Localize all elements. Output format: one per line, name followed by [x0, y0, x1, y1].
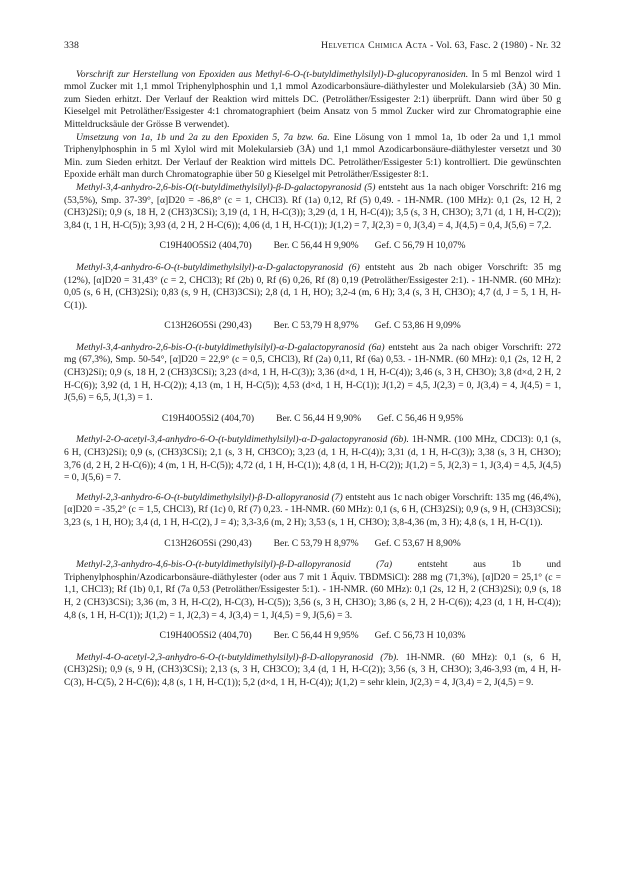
paragraph-compound-6 — [64, 262, 561, 312]
found-values: Gef. C 56,79 H 10,07% — [374, 240, 466, 252]
paragraph-compound-7b — [64, 652, 561, 690]
paragraph-compound-6b — [64, 434, 561, 484]
calculated-values: Ber. C 56,44 H 9,90% — [273, 240, 359, 252]
elemental-analysis-6 — [64, 320, 561, 333]
calculated-values: Ber. C 53,79 H 8,97% — [273, 320, 359, 332]
found-values: Gef. C 56,73 H 10,03% — [374, 630, 466, 642]
paragraph-body: entsteht aus 1a nach obiger Vorschrift: 216 mg (53,5%), Smp. 37-39°, [α]D20 = -86,8° (c = 1, CHCl3). Rf (1a) 0,12, Rf (5) 0,49. - 1H-NMR. (100 MHz): 0,1 (2s, 12 H, 2 (CH3)2Si); 0,9 (s, 18 H, 2 (CH3)3CSi); 3,19 (d, 1 H, H-C(3)); 3,29 (d, 1 H, H-C(4)); 3,5 (s, 3 H, CH3O); 3,71 (d, 1 H, H-C(2)); 3,84 (t, 1 H, H-C(5)); 3,93 (d, 2 H, 2 H-C(6)); 4,06 (d, 1 H, H-C(1)); J(1,2) = 7, J(2,3) = 0, J(3,4) = 4, J(4,5) = 0,4, J(5,6) = 7,2. — [64, 181, 561, 231]
page-number: 338 — [64, 40, 79, 51]
paragraph-body: 1H-NMR. (60 MHz): 0,1 (s, 6 H, (CH3)2Si); 0,9 (s, 9 H, (CH3)3CSi); 2,13 (s, 3 H, CH3CO); 3,4 (d, 1 H, H-C(2)); 3,56 (s, 3 H, CH3O); 3,46-3,93 (m, 4 H, H-C(3), H-C(5), 2 H-C(6)); 4,8 (s, 1 H, H-C(1)); 5,2 (d×d, 1 H, H-C(4)); J(1,2) = sehr klein, J(2,3) = 4, J(3,4) = 2, J(4,5) = 9. — [64, 651, 561, 688]
molecular-formula: C13H26O5Si (290,43) — [164, 320, 252, 332]
calculated-values: Ber. C 56,44 H 9,90% — [276, 412, 362, 424]
paragraph-body: entsteht aus 1b und Triphenylphosphin/Azodicarbonsäure-diäthylester (oder aus 7 mit 1 Äquiv. TBDMSiCl): 288 mg (71,3%), [α]D20 = 25,1° (c = 1,1, CHCl3); Rf (1b) 0,1, Rf (7a 0,53 (Petroläther/Essigester 5:1). - 1H-NMR. (60 MHz): 0,1 (2s, 12 H, 2 (CH3)2Si); 0,9 (s, 18 H, 2 (CH3)3CSi); 3,36 (m, 3 H, H-C(2), H-C(3), H-C(5)); 3,56 (s, 3 H, CH3O); 3,86 (s, 2 H, 2 H-C(6)); 4,23 (d, 1 H, H-C(4)); 4,8 (s, 1 H, H-C(1)); J(1,2) = 1, J(2,3) = 4, J(3,4) = 1, J(4,5) = 9, J(5,6) = 3. — [64, 559, 561, 621]
paragraph-epoxide-conversion — [64, 132, 561, 182]
paragraph-compound-7a — [64, 559, 561, 622]
paragraph-body: entsteht aus 1c nach obiger Vorschrift: 135 mg (46,4%), [α]D20 = -35,2° (c = 1,5, CHCl3), Rf (1c) 0, Rf (7) 0,23. - 1H-NMR. (60 MHz): 0,1 (s, 6 H, (CH3)2Si); 0,9 (s, 9 H, (CH3)3CSi); 3,23 (s, 1 H, HO); 3,4 (d, 1 H, H-C(2), J = 4); 3,3-3,6 (m, 2 H); 3,53 (s, 1 H, CH3O); 3,8-4,36 (m, 3 H); 4,8 (s, 1 H, H-C(1)). — [64, 491, 561, 528]
journal-name: Helvetica Chimica Acta — [320, 40, 428, 51]
paragraph-body: 1H-NMR. (100 MHz, CDCl3): 0,1 (s, 6 H, (CH3)2Si); 0,9 (s, (CH3)3CSi); 2,1 (s, 3 H, CH3CO); 3,23 (d, 1 H, H-C(4)); 3,31 (d, 1 H, H-C(3)); 3,38 (s, 3 H, CH3O); 3,76 (d, 2 H, 2 H-C(6)); 4 (m, 1 H, H-C(5)); 4,72 (d, 1 H, H-C(1)); 4,8 (d, 1 H, H-C(2)); J(1,2) = 5, J(2,3) = 1, J(3,4) = 4,5, J(4,5) = 0, J(5,6) = 7. — [64, 434, 561, 484]
paragraph-title: Vorschrift zur Herstellung von Epoxiden aus Methyl-6-O-(t-butyldimethylsilyl)-D-glucopyranosiden. — [76, 68, 469, 80]
elemental-analysis-6a — [64, 413, 561, 426]
found-values: Gef. C 53,67 H 8,90% — [374, 537, 461, 549]
molecular-formula: C19H40O5Si2 (404,70) — [159, 630, 252, 642]
calculated-values: Ber. C 53,79 H 8,97% — [273, 537, 359, 549]
elemental-analysis-5 — [64, 240, 561, 253]
elemental-analysis-7 — [64, 538, 561, 551]
paragraph-body: In 5 ml Benzol wird 1 mmol Zucker mit 1,1 mmol Triphenylphosphin und 1,1 mmol Azodicarbonsäure-diäthylester und Molekularsieb (3Å) 30 Min. zum Sieden erhitzt. Der Verlauf der Reaktion wird mittels DC. (Petroläther/Essigester 2:1) überprüft. Dann wird über 50 g Kieselgel mit Petroläther/Essigester 4:1 chromatographiert (beim Ansatz von 5 mmol Zucker wird zur Chromatographie eine Mitteldrucksäule der Grösse B verwendet). — [64, 68, 561, 130]
running-title — [321, 40, 561, 53]
paragraph-general-procedure — [64, 69, 561, 132]
paragraph-title: Umsetzung von 1a, 1b und 2a zu den Epoxiden 5, 7a bzw. 6a. — [76, 131, 330, 143]
found-values: Gef. C 53,86 H 9,09% — [374, 320, 461, 332]
compound-name: Methyl-4-O-acetyl-2,3-anhydro-6-O-(t-butyldimethylsilyl)-β-D-allopyranosid (7b). — [76, 651, 399, 663]
compound-name: Methyl-3,4-anhydro-2,6-bis-O-(t-butyldimethylsilyl)-α-D-galactopyranosid (6a) — [76, 341, 385, 353]
compound-name: Methyl-3,4-anhydro-6-O-(t-butyldimethylsilyl)-α-D-galactopyranosid (6) — [76, 261, 360, 273]
found-values: Gef. C 56,46 H 9,95% — [377, 412, 464, 424]
molecular-formula: C19H40O5Si2 (404,70) — [159, 240, 252, 252]
molecular-formula: C13H26O5Si (290,43) — [164, 537, 252, 549]
issue-info: - Vol. 63, Fasc. 2 (1980) - Nr. 32 — [430, 40, 561, 51]
running-header — [64, 40, 561, 53]
compound-name: Methyl-2,3-anhydro-4,6-bis-O-(t-butyldimethylsilyl)-β-D-allopyranosid (7a) — [76, 559, 393, 571]
paragraph-compound-5 — [64, 182, 561, 232]
paragraph-body: Eine Lösung von 1 mmol 1a, 1b oder 2a und 1,1 mmol Triphenylphosphin in 5 ml Xylol wird mit Molekularsieb (3Å) und 1,1 mmol Azodicarbonsäure-diäthylester versetzt und 30 Min. zum Sieden erhitzt. Der Verlauf der Reaktion wird mittels DC. Petroläther/Essigester 5:1) kontrolliert. Die gewünschten Epoxide erhält man durch Chromatographie über 50 g Kieselgel mit Petroläther/Essigester 8:1. — [64, 131, 561, 181]
paragraph-body: entsteht aus 2b nach obiger Vorschrift: 35 mg (12%), [α]D20 = 31,43° (c = 2, CHCl3); Rf (2b) 0, Rf (6) 0,26, Rf (8) 0,19 (Petroläther/Essigester 2:1). - 1H-NMR. (60 MHz): 0,05 (s, 6 H, (CH3)2Si); 0,83 (s, 9 H, (CH3)3CSi); 2,8 (d, 1 H, HO); 3,2-4 (m, 6 H); 3,4 (s, 3 H, CH3O); 4,7 (d, J = 5, 1 H, H-C(1)). — [64, 261, 562, 311]
compound-name: Methyl-2-O-acetyl-3,4-anhydro-6-O-(t-butyldimethylsilyl)-α-D-galactopyranosid (6b). — [76, 434, 409, 446]
molecular-formula: C19H40O5Si2 (404,70) — [161, 412, 255, 424]
paragraph-compound-6a — [64, 342, 561, 405]
paragraph-compound-7 — [64, 492, 561, 530]
compound-name: Methyl-2,3-anhydro-6-O-(t-butyldimethylsilyl)-β-D-allopyranosid (7) — [76, 491, 343, 503]
paragraph-body: entsteht aus 2a nach obiger Vorschrift: 272 mg (67,3%), Smp. 50-54°, [α]D20 = 22,9° (c = 0,5, CHCl3), Rf (2a) 0,11, Rf (6a) 0,53. - 1H-NMR. (60 MHz): 0,1 (2s, 12 H, 2 (CH3)2Si); 0,9 (s, 18 H, 2 (CH3)3CSi); 3,23 (d×d, 1 H, H-C(3)); 3,36 (d×d, 1 H, H-C(4)); 3,46 (s, 3 H, CH3O); 3,8 (d×d, 2 H, 2 H-C(6)); 3,92 (d, 1 H, H-C(2)); 4,13 (m, 1 H, H-C(5)); 4,53 (d×d, 1 H, H-C(1)); J(1,2) = 4,5, J(2,3) = 0, J(3,4) = 4, J(4,5) = 1, J(5,6) = 6,5, J(1,3) = 1. — [64, 341, 561, 404]
compound-name: Methyl-3,4-anhydro-2,6-bis-O(t-butyldimethylsilyl)-β-D-galactopyranosid (5) — [76, 181, 376, 193]
calculated-values: Ber. C 56,44 H 9,95% — [273, 630, 359, 642]
elemental-analysis-7a — [64, 630, 561, 643]
